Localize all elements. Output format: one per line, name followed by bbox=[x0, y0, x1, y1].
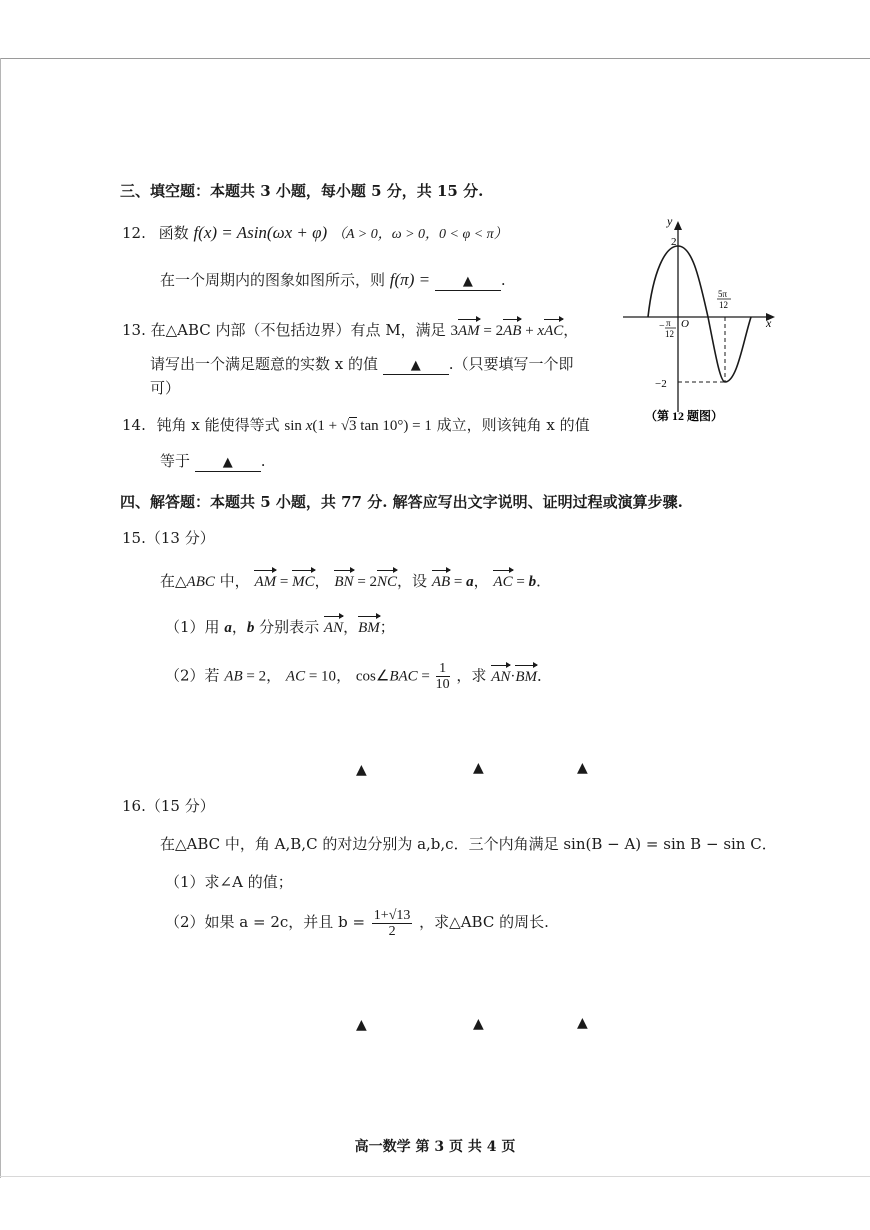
answer-marker-16-b: ▲ bbox=[473, 1016, 484, 1032]
q13-line1-end: ， bbox=[563, 321, 579, 339]
question-14-line-1: 14. 钝角 x 能使得等式 sin x(1 + √3 tan 10°) = 1 成立，则该钝角 x 的值 bbox=[122, 416, 590, 434]
question-16-part-2 bbox=[165, 905, 549, 939]
graph-x-right-den: 12 bbox=[719, 300, 728, 310]
q14-line2-prefix: 等于 bbox=[160, 452, 191, 470]
section-title-answer: 四、解答题：本题共 5 小题，共 77 分. 解答应写出文字说明、证明过程或演算步骤. bbox=[120, 493, 683, 511]
q16-part2-suffix: ，求△ABC 的周长. bbox=[419, 913, 549, 931]
question-number: 14. bbox=[122, 416, 146, 434]
q13-line2-suffix: .（只要填写一个即 bbox=[448, 355, 574, 373]
question-number: 12. bbox=[122, 224, 146, 242]
question-14-line-2 bbox=[160, 451, 266, 472]
question-13-line-1: 13. 在△ABC 内部（不包括边界）有点 M，满足 3AM = 2AB + xAC， bbox=[122, 321, 579, 339]
question-15-part-1: （1）用 a，b 分别表示 AN，BM； bbox=[165, 618, 395, 636]
answer-marker: ▲ bbox=[410, 358, 421, 373]
question-13-line-3: 可） bbox=[150, 379, 181, 397]
graph-origin-label: O bbox=[681, 318, 689, 330]
q12-line2-prefix: 在一个周期内的图象如图所示，则 bbox=[160, 271, 386, 289]
q12-end: . bbox=[500, 271, 506, 289]
graph-y-label: y bbox=[667, 214, 673, 228]
q15-part1-label: （1）用 bbox=[165, 618, 220, 636]
page-frame-top bbox=[0, 58, 870, 59]
answer-marker-15-a: ▲ bbox=[356, 762, 367, 778]
answer-marker-15-c: ▲ bbox=[577, 760, 588, 776]
graph-x-left-num: π bbox=[666, 318, 671, 328]
graph-x-left-sign: − bbox=[659, 321, 665, 332]
question-13-line-2 bbox=[150, 354, 574, 375]
q12-conditions: （A > 0，ω > 0，0 < φ < π） bbox=[331, 227, 508, 242]
page-footer: 高一数学 第 3 页 共 4 页 bbox=[354, 1139, 516, 1155]
q14-line1-suffix: 成立，则该钝角 x 的值 bbox=[436, 416, 590, 434]
answer-blank-12[interactable] bbox=[435, 272, 501, 291]
q16-part2-prefix: （2）如果 a = 2c，并且 b = bbox=[165, 913, 366, 931]
question-15-line-1: 在△ABC 中， AM = MC， BN = 2NC，设 AB = a， AC = b． bbox=[160, 572, 552, 590]
graph-x-right-num: 5π bbox=[718, 289, 728, 299]
page-frame-left bbox=[0, 58, 1, 1178]
answer-marker: ▲ bbox=[462, 274, 473, 289]
q12-expr: f(π) = bbox=[389, 270, 431, 289]
answer-blank-14[interactable] bbox=[195, 453, 261, 472]
graph-caption: （第 12 题图） bbox=[645, 409, 724, 423]
graph-x-label: x bbox=[766, 316, 772, 330]
graph-y-min-label: −2 bbox=[655, 378, 667, 390]
question-16-part-1: （1）求∠A 的值； bbox=[165, 873, 293, 891]
q12-formula: f(x) = Asin(ωx + φ) bbox=[193, 223, 328, 242]
graph-y-max-label: 2 bbox=[671, 236, 677, 248]
q14-end: . bbox=[260, 452, 266, 470]
y-axis-arrow-icon bbox=[674, 221, 682, 230]
question-12-line-1 bbox=[122, 223, 508, 245]
q15-part1-mid: 分别表示 bbox=[259, 618, 320, 636]
q15-part2-prefix: （2）若 bbox=[165, 666, 220, 685]
answer-marker-16-c: ▲ bbox=[577, 1015, 588, 1031]
question-15-header: 15.（13 分） bbox=[122, 529, 215, 547]
q13-line1-prefix: 在△ABC 内部（不包括边界）有点 M，满足 bbox=[150, 321, 446, 339]
answer-marker: ▲ bbox=[222, 455, 233, 470]
page-frame-bottom bbox=[0, 1176, 870, 1177]
question-number: 13. bbox=[122, 321, 146, 339]
q14-line1-prefix: 钝角 x 能使得等式 bbox=[156, 416, 280, 434]
q12-lead: 函数 bbox=[158, 224, 189, 242]
q12-graph bbox=[615, 212, 785, 427]
sine-curve bbox=[648, 246, 751, 382]
answer-blank-13[interactable] bbox=[383, 356, 449, 375]
section-title-fill-blank: 三、填空题：本题共 3 小题，每小题 5 分，共 15 分. bbox=[120, 182, 484, 200]
question-12-line-2 bbox=[160, 270, 506, 291]
graph-x-left-den: 12 bbox=[665, 329, 674, 339]
question-16-line-1: 在△ABC 中，角 A,B,C 的对边分别为 a,b,c．三个内角满足 sin(B − A) = sin B − sin C． bbox=[160, 835, 777, 853]
q15-part2-ask: ，求 bbox=[456, 666, 487, 685]
question-16-header: 16.（15 分） bbox=[122, 797, 215, 815]
q16-frac-den: 2 bbox=[388, 923, 396, 939]
answer-marker-16-a: ▲ bbox=[356, 1017, 367, 1033]
answer-marker-15-b: ▲ bbox=[473, 760, 484, 776]
q16-frac-num: 1+√13 bbox=[373, 907, 411, 923]
question-15-part-2: （2）若 AB = 2， AC = 10， cos∠BAC = $\frac{1}{10}$ ，求 AN·BM． bbox=[165, 661, 553, 692]
q13-line2-prefix: 请写出一个满足题意的实数 x 的值 bbox=[150, 355, 378, 373]
